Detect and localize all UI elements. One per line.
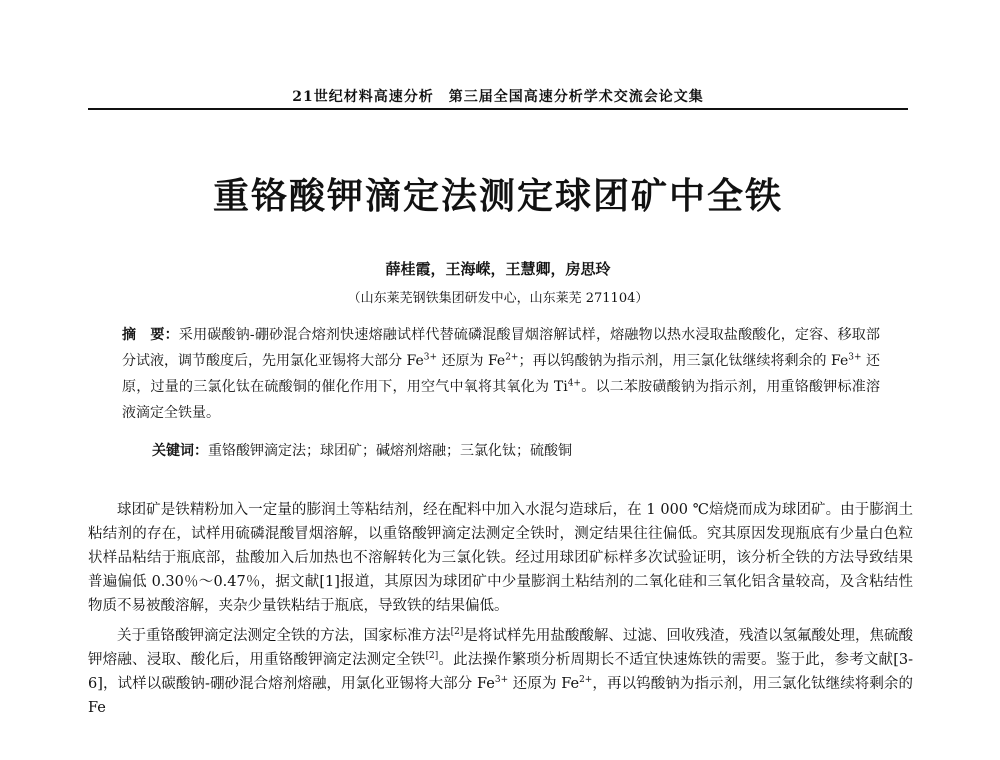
keywords-label: 关键词：: [152, 443, 208, 459]
body-p2-text-c: 。此法操作繁琐分析周期长不适宜快速炼铁的需要。鉴于此，参考文献[3-6]，试样以碳酸钠-硼砂混合熔剂熔融，用氯化亚锡将大部分 Fe: [88, 652, 914, 692]
citation-ref: [2]: [450, 627, 464, 638]
paper-title: 重铬酸钾滴定法测定球团矿中全铁: [212, 176, 783, 217]
body-p2-text-b: 是将试样先用盐酸酸解、过滤、回收残渣，残渣以氢氟酸处理，焦硫酸钾熔融、浸取、酸化后，用重铬酸钾滴定法测定全铁: [88, 628, 914, 668]
abstract-label: 摘 要：: [122, 327, 179, 343]
running-header: 21世纪材料高速分析 第三届全国高速分析学术交流会论文集: [292, 89, 704, 105]
keywords-text: 重铬酸钾滴定法；球团矿；碱熔剂熔融；三氯化钛；硫酸铜: [208, 443, 572, 459]
abstract-text-1: 采用碳酸钠-硼砂混合熔剂快速熔融试样代替硫磷混酸冒烟溶解试样，熔融物以热水浸取盐酸酸化，定容、移取部分试液，调节酸度后，先用氯化亚锡将大部分 Fe: [122, 327, 881, 369]
abstract-text-2: 还原为 Fe: [437, 353, 506, 369]
abstract-sup-4: 4+: [567, 378, 581, 389]
abstract-sup-2: 2+: [505, 352, 519, 363]
abstract-text-3: ；再以钨酸钠为指示剂，用三氯化钛继续将剩余的 Fe: [518, 353, 849, 369]
body-p2-text-a: 关于重铬酸钾滴定法测定全铁的方法，国家标准方法: [117, 628, 451, 644]
abstract: [122, 322, 880, 426]
body-p2-sup-d: 2+: [579, 675, 593, 686]
affiliation: （山东莱芜钢铁集团研发中心，山东莱芜 271104）: [347, 291, 649, 306]
body-p2-text-d: 还原为 Fe: [508, 676, 580, 692]
header-rule: [88, 108, 908, 110]
keywords: [152, 441, 880, 461]
body-p2-sup-c: 3+: [494, 675, 509, 686]
body-paragraph-2: [88, 624, 913, 720]
abstract-text-4: 还原，过量的三氯化钛在硫酸铜的催化作用下，用空气中氧将其氧化为 Ti: [122, 353, 881, 395]
body-text: [88, 498, 913, 726]
abstract-sup-1: 3+: [423, 352, 438, 363]
body-p2-text-e: ，再以钨酸钠为指示剂，用三氯化钛继续将剩余的 Fe: [88, 676, 914, 716]
abstract-sup-3: 3+: [848, 352, 862, 363]
citation-ref: [2]: [425, 651, 439, 662]
author-list: 薛桂霞，王海嵘，王慧卿，房思玲: [385, 260, 611, 278]
abstract-text-5: 。以二苯胺磺酸钠为指示剂，用重铬酸钾标准溶液滴定全铁量。: [122, 379, 880, 421]
body-paragraph-1: 球团矿是铁精粉加入一定量的膨润土等粘结剂，经在配料中加入水混匀造球后，在 1 000 ℃焙烧而成为球团矿。由于膨润土粘结剂的存在，试样用硫磷混酸冒烟溶解，以重铬酸钾滴定法测定全铁时，测定结果往往偏低。究其原因发现瓶底有少量白色粒状样品粘结于瓶底部，盐酸加入后加热也不溶解转化为三氯化铁。经过用球团矿标样多次试验证明，该分析全铁的方法导致结果普遍偏低 0.30％～0.47％，据文献[1]报道，其原因为球团矿中少量膨润土粘结剂的二氧化硅和三氧化铝含量较高，及含粘结性物质不易被酸溶解，夹杂少量铁粘结于瓶底，导致铁的结果偏低。: [88, 502, 913, 614]
